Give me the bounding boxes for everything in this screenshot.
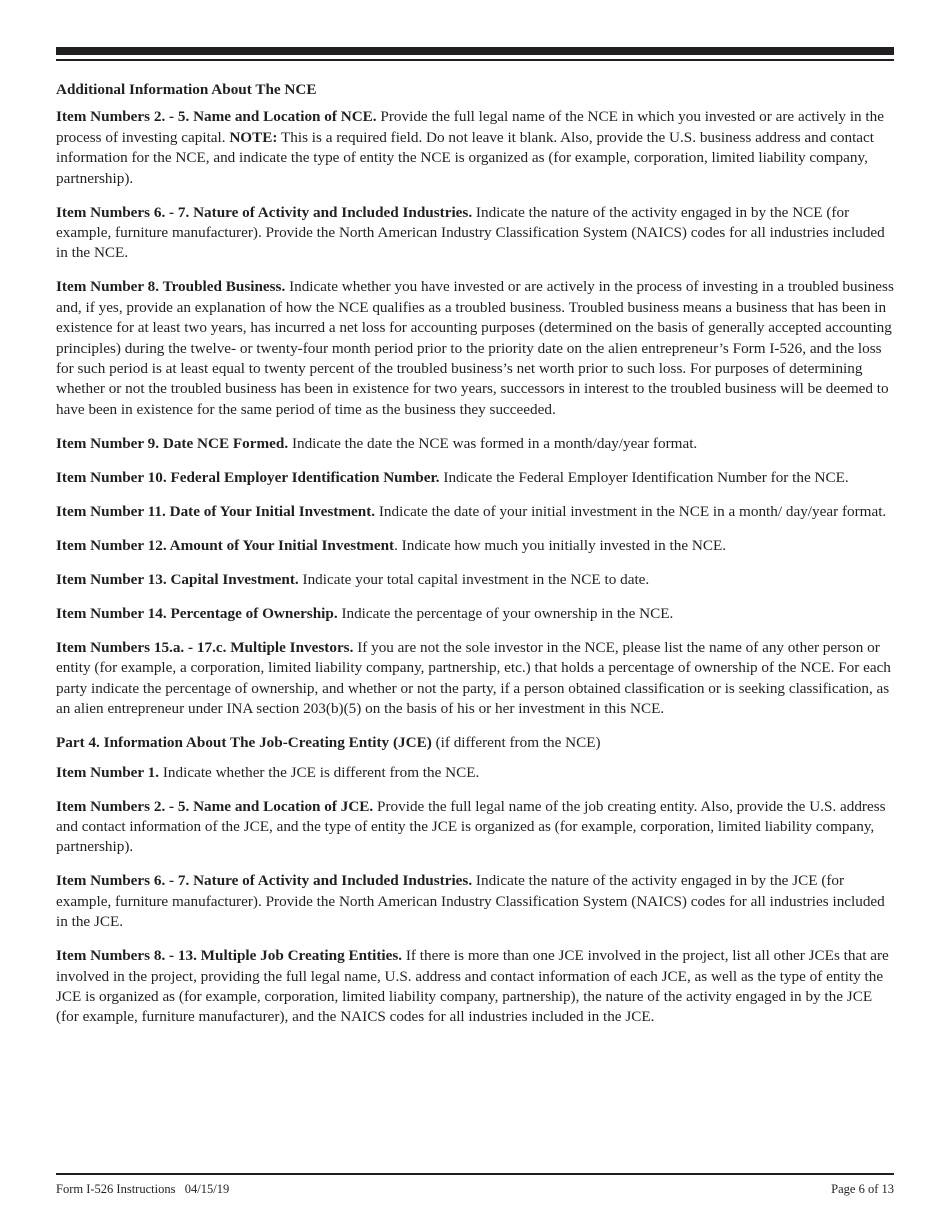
item-title: Item Number 12. Amount of Your Initial Investment	[56, 536, 395, 554]
item-jce-name-location	[56, 797, 894, 858]
item-title: Item Number 13. Capital Investment.	[56, 570, 299, 588]
header-rule-thin	[56, 59, 894, 61]
document-page	[56, 0, 894, 1230]
item-title: Item Numbers 8. - 13. Multiple Job Creating Entities.	[56, 947, 403, 965]
item-title: Item Numbers 2. - 5. Name and Location of NCE.	[56, 108, 377, 126]
footer-rule	[56, 1173, 894, 1175]
item-title: Item Number 1.	[56, 763, 160, 781]
item-text: Provide the full legal name of the NCE in which you invested or are actively in the process of investing capital.	[56, 108, 884, 146]
item-text: Indicate the date the NCE was formed in a month/day/year format.	[288, 434, 698, 452]
note-label: NOTE:	[229, 128, 278, 146]
item-title: Item Numbers 6. - 7. Nature of Activity and Included Industries.	[56, 872, 473, 890]
item-nce-name-location	[56, 107, 894, 189]
item-text: Provide the full legal name of the job creating entity. Also, provide the U.S. address and contact information of the JCE, and the type of entity the JCE is organized as (for example, corporation, limited liability company, partnership).	[56, 797, 886, 856]
form-identifier: Form I-526 Instructions 04/15/19	[56, 1182, 230, 1196]
item-text: . Indicate how much you initially invested in the NCE.	[394, 536, 727, 554]
header-rule-thick	[56, 47, 894, 55]
item-text: Indicate the nature of the activity engaged in by the JCE (for example, furniture manufacturer). Provide the North American Industry Classification System (NAICS) codes for all industries included in the JCE.	[56, 872, 885, 931]
item-text: Indicate your total capital investment in the NCE to date.	[298, 570, 650, 588]
item-text: If you are not the sole investor in the NCE, please list the name of any other person or entity (for example, a corporation, limited liability company, partnership, etc.) that holds a percentage of ownership of the NCE. For each party indicate the percentage of ownership, and whether or not the party, if a person obtained classification or is seeking classification, as an alien entrepreneur under INA section 203(b)(5) on the basis of his or her investment in this NCE.	[56, 638, 891, 718]
item-troubled-business	[56, 277, 894, 420]
item-date-initial-investment	[56, 502, 894, 522]
item-text: Indicate the date of your initial investment in the NCE in a month/ day/year format.	[375, 502, 887, 520]
item-title: Item Number 14. Percentage of Ownership.	[56, 604, 338, 622]
item-title: Item Numbers 15.a. - 17.c. Multiple Investors.	[56, 638, 354, 656]
item-multiple-jce	[56, 946, 894, 1028]
item-multiple-investors	[56, 638, 894, 720]
item-title: Item Number 11. Date of Your Initial Investment.	[56, 502, 376, 520]
item-title: Item Number 9. Date NCE Formed.	[56, 434, 289, 452]
page-number: Page 6 of 13	[831, 1182, 894, 1196]
item-text: Indicate whether the JCE is different from the NCE.	[159, 763, 480, 781]
item-title: Item Number 8. Troubled Business.	[56, 278, 286, 296]
part4-title: Part 4. Information About The Job-Creating Entity (JCE)	[56, 734, 432, 752]
item-percentage-ownership	[56, 604, 894, 624]
item-date-nce-formed	[56, 434, 894, 454]
item-amount-initial-investment	[56, 536, 894, 556]
part4-heading	[56, 733, 894, 753]
item-text: Indicate the Federal Employer Identification Number for the NCE.	[439, 468, 849, 486]
item-capital-investment	[56, 570, 894, 590]
item-fein	[56, 468, 894, 488]
item-text: If there is more than one JCE involved in the project, list all other JCEs that are involved in the project, providing the full legal name, U.S. address and contact information of each JCE, as well as the type of entity the JCE is organized as (for example, corporation, limited liability company, partnership), the nature of the activity engaged in by the JCE (for example, furniture manufacturer), and the NAICS codes for all industries included in the JCE.	[56, 947, 889, 1026]
item-text: Indicate the nature of the activity engaged in by the NCE (for example, furniture manufacturer). Provide the North American Industry Classification System (NAICS) codes for all industries included in the NCE.	[56, 203, 885, 262]
item-text: Indicate the percentage of your ownership in the NCE.	[337, 604, 674, 622]
item-nce-nature-activity	[56, 203, 894, 264]
item-jce-different	[56, 763, 894, 783]
section-heading: Additional Information About The NCE	[56, 81, 317, 98]
item-title: Item Numbers 2. - 5. Name and Location of JCE.	[56, 797, 374, 815]
page-content	[56, 80, 894, 1041]
part4-title-suffix: (if different from the NCE)	[431, 734, 601, 752]
item-text: Indicate whether you have invested or are actively in the process of investing in a troubled business and, if yes, provide an explanation of how the NCE qualifies as a troubled business. Troubled business means a business that has been in existence for at least two years, has incurred a net loss for accounting purposes (determined on the basis of generally accepted accounting principles) during the twelve- or twenty-four month period prior to the priority date on the alien entrepreneur’s Form I-526, and the loss for such period is at least equal to twenty percent of the troubled business’s net worth prior to such loss. For purposes of determining whether or not the troubled business has been in existence for two years, successors in interest to the troubled business will be deemed to have been in existence for the same period of time as the business they succeeded.	[56, 278, 894, 418]
item-title: Item Number 10. Federal Employer Identification Number.	[56, 468, 440, 486]
item-jce-nature-activity	[56, 871, 894, 932]
item-title: Item Numbers 6. - 7. Nature of Activity and Included Industries.	[56, 203, 473, 221]
item-text: This is a required field. Do not leave it blank. Also, provide the U.S. business address and contact information for the NCE, and indicate the type of entity the NCE is organized as (for example, corporation, limited liability company, partnership).	[56, 128, 875, 187]
